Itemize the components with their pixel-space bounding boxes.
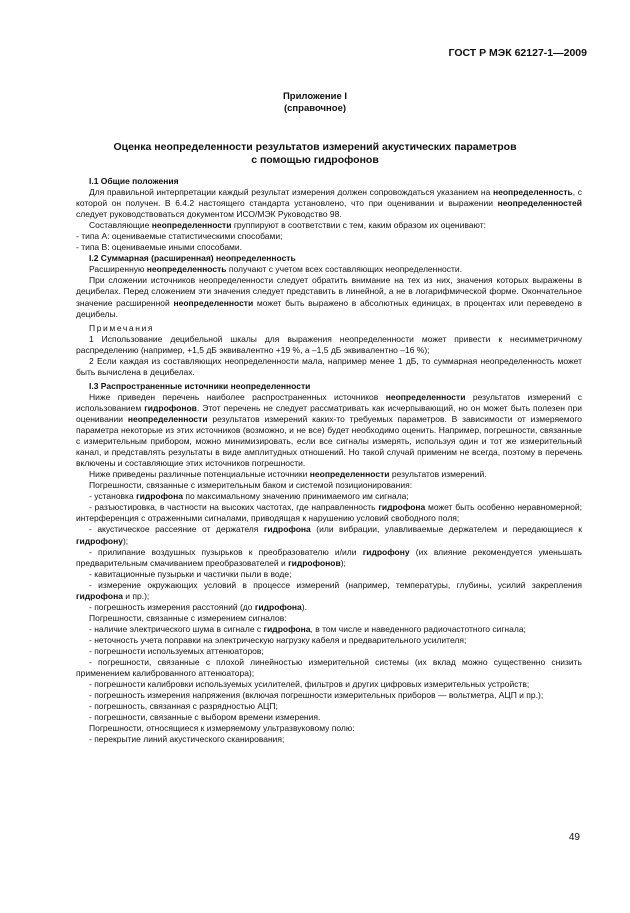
paragraph: При сложении источников неопределенности следует обратить внимание на тех из них, значения которых выражены в децибелах. Перед сложением эти значения следует представить в линейной, а не в логарифмической форме. Окончательное значение расширенной неопределенности может быть выражено в абсолютных единицах, в процентах или переведено в децибелы. (76, 275, 583, 319)
list-item: - погрешность измерения напряжения (включая погрешности измерительных приборов — вольтметра, АЦП и пр.); (89, 690, 544, 701)
heading-i2: I.2 Суммарная (расширенная) неопределенность (89, 253, 296, 264)
list-item: - установка гидрофона по максимальному значению принимаемого им сигнала; (89, 491, 409, 502)
paragraph: Расширенную неопределенность получают с учетом всех составляющих неопределенности. (89, 264, 463, 275)
list-item: - погрешность, связанная с разрядностью АЦП; (89, 701, 278, 712)
list-item: - погрешности, связанные с плохой линейностью измерительной системы (их вклад можно существенно снизить применением калиброванного аттенюатора); (76, 657, 582, 679)
list-item: - измерение окружающих условий в процессе измерений (например, температуры, глубины, усилий закрепления гидрофона и пр.); (76, 579, 582, 601)
note-1: 1 Использование децибельной шкалы для выражения неопределенности может привести к несимметричному распределению (например, +1,5 дБ эквивалентно +19 %, а –1,5 дБ эквивалентно –16 %); (76, 333, 582, 355)
list-item: - погрешности калибровки используемых усилителей, фильтров и других цифровых измерительных устройств; (89, 679, 530, 690)
group-heading: Погрешности, связанные с измерительным баком и системой позиционирования: (89, 480, 413, 491)
section-title-line2: с помощью гидрофонов (251, 154, 379, 166)
standard-code: ГОСТ Р МЭК 62127-1—2009 (448, 47, 587, 59)
heading-i3: I.3 Распространенные источники неопределенности (89, 380, 311, 391)
appendix-title: Приложение I (282, 91, 348, 102)
list-item: - типа В: оцениваемые иными способами. (76, 242, 243, 253)
list-item: - погрешности используемых аттенюаторов; (89, 645, 264, 656)
appendix-subtitle: (справочное) (283, 103, 347, 114)
notes-label: Примечания (89, 322, 155, 333)
list-item: - кавитационные пузырьки и частички пыли в воде; (89, 568, 292, 579)
group-heading: Погрешности, относящиеся к измеряемому ультразвуковому полю: (89, 723, 355, 734)
list-item: - разъюстировка, в частности на высоких частотах, где направленность гидрофона может быть особенно неравномерной; интерференция с отраженными сигналами, приводящая к нарушению условий свободного поля; (76, 502, 582, 524)
paragraph: Составляющие неопределенности группируют в соответствии с тем, каким образом их оценивают: (89, 220, 486, 231)
list-item: - наличие электрического шума в сигнале с гидрофона, в том числе и наведенного радиочастотного сигнала; (89, 623, 526, 634)
list-item: - типа А: оцениваемые статистическими способами; (76, 231, 283, 242)
list-item: - неточность учета поправки на электрическую нагрузку кабеля и предварительного усилителя; (89, 634, 467, 645)
list-item: - прилипание воздушных пузырьков к преобразователю и/или гидрофону (их влияние рекомендуется уменьшать предварительным смачиванием преобразователей и гидрофонов); (76, 546, 582, 568)
list-item: - погрешности, связанные с выбором времени измерения. (89, 712, 321, 723)
paragraph: Для правильной интерпретации каждый результат измерения должен сопровождаться указанием на неопределенность, с которой он получен. В 6.4.2 настоящего стандарта установлено, что при оценивании и выражении неопределенностей следует руководствоваться документом ИСО/МЭК Руководство 98. (76, 187, 582, 220)
page-number: 49 (568, 832, 580, 843)
paragraph: Ниже приведены различные потенциальные источники неопределенности результатов измерений. (89, 469, 487, 480)
list-item: - погрешность измерения расстояний (до гидрофона). (89, 601, 307, 612)
list-item: - перекрытие линий акустического сканирования; (89, 734, 285, 745)
list-item: - акустическое рассеяние от держателя гидрофона (или вибрации, улавливаемые держателем и передающиеся к гидрофону); (76, 524, 582, 546)
note-2: 2 Если каждая из составляющих неопределенности мала, например менее 1 дБ, то суммарная неопределенность может быть вычислена в децибелах. (76, 355, 582, 377)
paragraph: Ниже приведен перечень наиболее распространенных источников неопределенности результатов измерений с использованием гидрофонов. Этот перечень не следует рассматривать как исчерпывающий, но он может быть полезен при оценивании неопределенности результатов измерений каких-то требуемых параметров. В зависимости от измеряемого параметра некоторые из этих источников (возможно, и не все) будет необходимо оценить. Например, погрешности, связанные с измерительным прибором, можно минимизировать, если все сигналы измерять, используя один и тот же измерительный канал, и представлять результаты в виде амплитудных отношений. Но такой случай применим не всегда, поэтому в перечень включены и составляющие этих источников погрешности. (76, 391, 582, 469)
heading-i1: I.1 Общие положения (89, 176, 179, 186)
document-body (76, 176, 582, 745)
section-title-line1: Оценка неопределенности результатов измерений акустических параметров (113, 141, 517, 153)
group-heading: Погрешности, связанные с измерением сигналов: (89, 612, 287, 623)
